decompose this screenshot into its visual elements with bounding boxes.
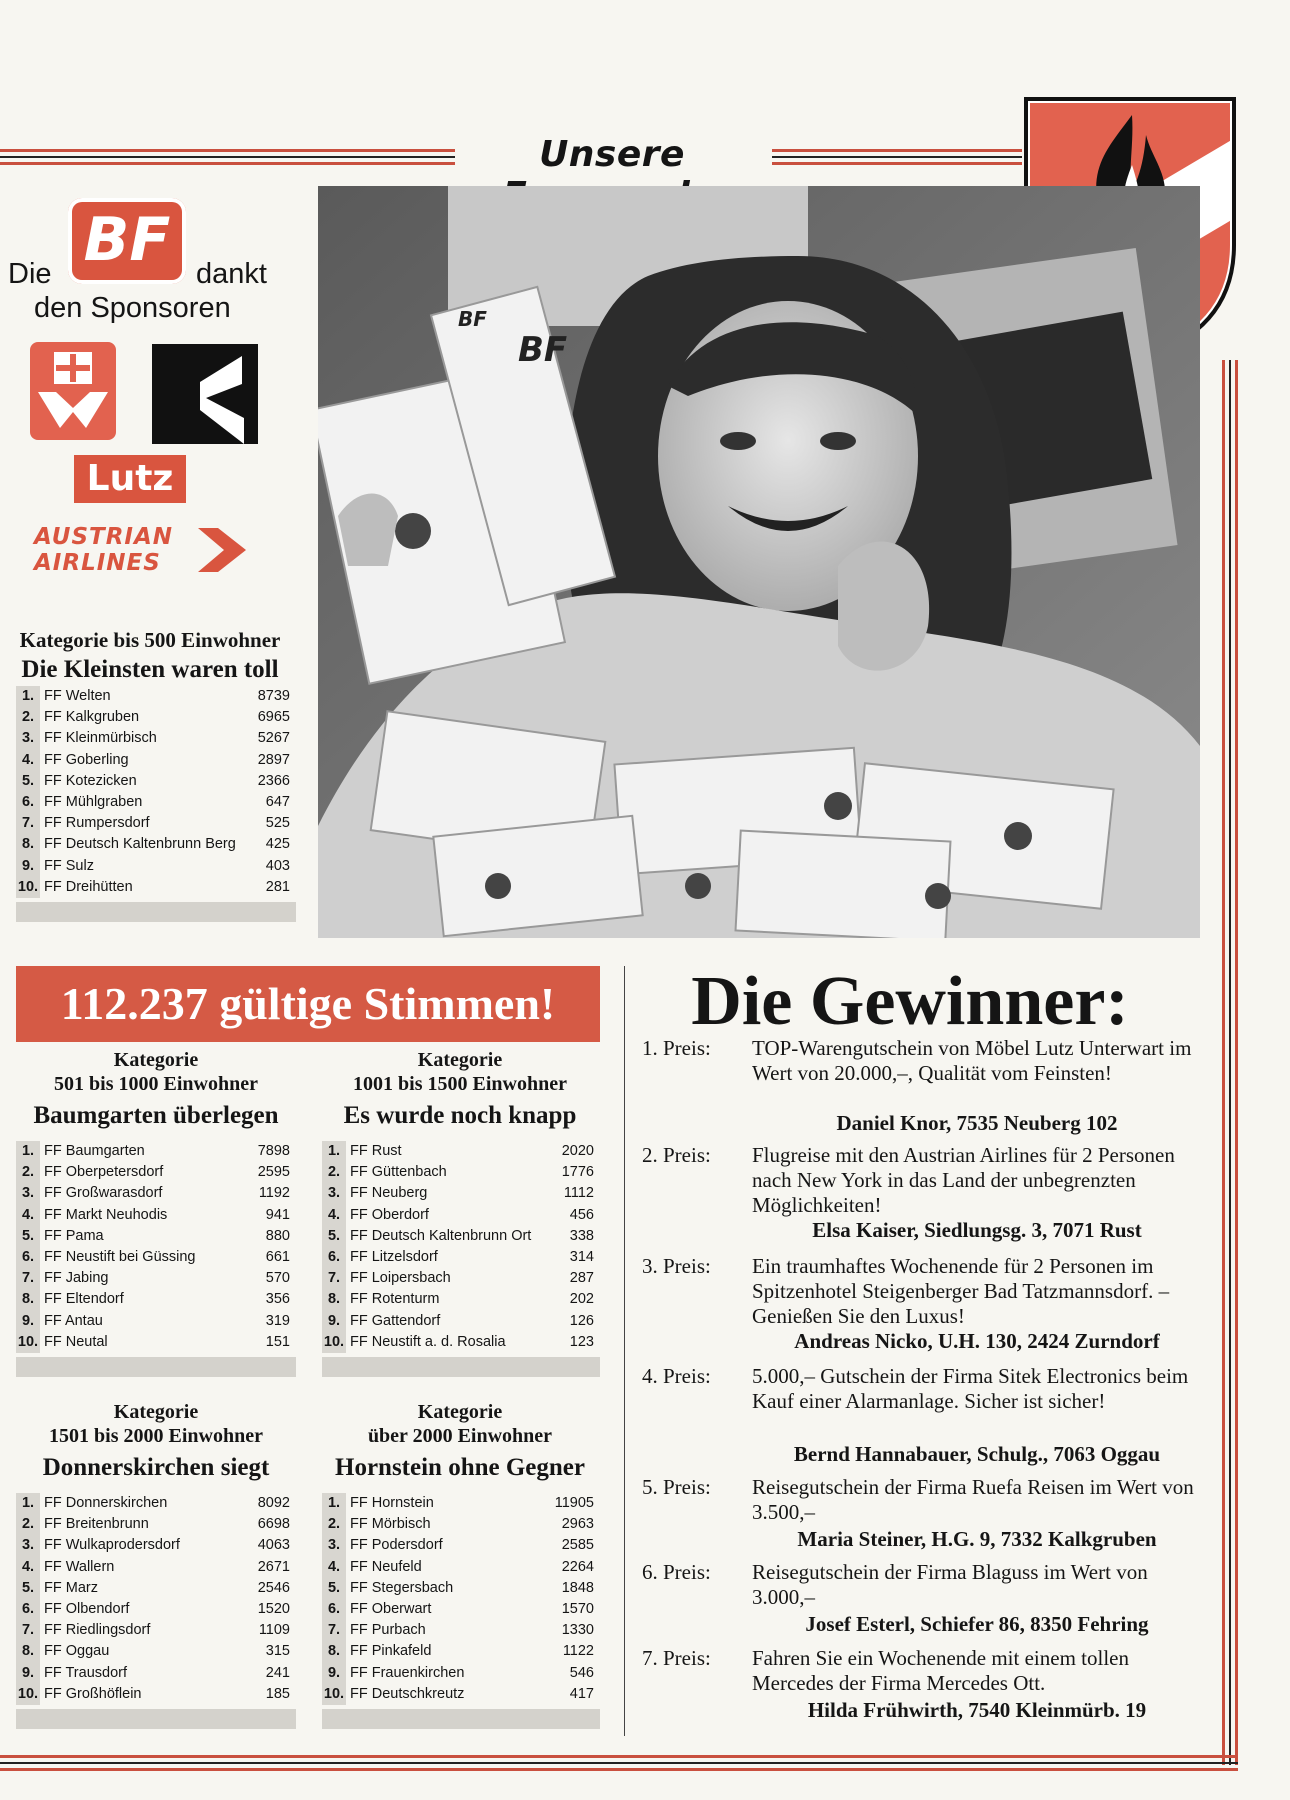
fire-brigade-name: FF Güttenbach xyxy=(350,1164,447,1181)
fire-brigade-name: FF Jabing xyxy=(44,1270,109,1287)
table-row xyxy=(16,813,296,834)
prize-1 xyxy=(642,1036,1202,1146)
fire-brigade-name: FF Neufeld xyxy=(350,1558,422,1575)
category-5-header xyxy=(316,1400,604,1484)
rank-cell: 2. xyxy=(16,1514,40,1535)
fire-brigade-name: FF Neustift a. d. Rosalia xyxy=(350,1333,506,1350)
category-3-headline: Es wurde noch knapp xyxy=(343,1102,577,1129)
fire-brigade-name: FF Oggau xyxy=(44,1643,110,1660)
category-4-label: Kategorie xyxy=(113,1401,199,1423)
rank-cell: 8. xyxy=(16,834,40,855)
fire-brigade-name: FF Kleinmürbisch xyxy=(44,730,157,747)
table-row xyxy=(16,1663,296,1684)
table-row xyxy=(322,1684,600,1705)
votes-cell: 2671 xyxy=(257,1558,290,1575)
fire-brigade-name: FF Rust xyxy=(350,1143,402,1159)
prize-2-winner: Elsa Kaiser, Siedlungsg. 3, 7071 Rust xyxy=(812,1218,1142,1242)
prize-3 xyxy=(642,1254,1202,1364)
rank-cell: 2. xyxy=(16,1162,40,1183)
rank-cell: 9. xyxy=(322,1663,346,1684)
table-row xyxy=(16,1332,296,1353)
header-rule-left-bottom xyxy=(0,162,455,165)
fire-brigade-name: FF Goberling xyxy=(44,751,129,768)
prize-6-desc: Reisegutschein der Firma Blaguss im Wert von 3.000,– xyxy=(752,1560,1148,1609)
votes-cell: 2264 xyxy=(561,1558,594,1575)
votes-cell: 403 xyxy=(265,857,290,874)
table-row xyxy=(16,707,296,728)
fire-brigade-name: FF Großhöflein xyxy=(44,1685,142,1702)
table-row xyxy=(322,1141,600,1162)
prize-5-winner: Maria Steiner, H.G. 9, 7332 Kalkgruben xyxy=(797,1527,1157,1551)
bf-logo: BF xyxy=(68,198,186,284)
table-row xyxy=(16,771,296,792)
table-row xyxy=(16,834,296,855)
rank-cell: 10. xyxy=(16,1332,40,1353)
table-row xyxy=(322,1247,600,1268)
prize-6-winner: Josef Esterl, Schiefer 86, 8350 Fehring xyxy=(805,1612,1149,1636)
frame-right-line-outer xyxy=(1235,360,1238,1765)
table-row xyxy=(322,1268,600,1289)
austrian-line2: AIRLINES xyxy=(34,550,161,576)
frame-bottom-line-dark xyxy=(0,1762,1238,1764)
prize-6 xyxy=(642,1560,1202,1650)
category-2-range: 501 bis 1000 Einwohner xyxy=(54,1073,258,1095)
table-row xyxy=(322,1514,600,1535)
rank-cell: 7. xyxy=(16,813,40,834)
rank-cell: 2. xyxy=(16,707,40,728)
austrian-arrow-icon xyxy=(198,528,246,572)
rank-cell: 8. xyxy=(16,1641,40,1662)
votes-cell: 1192 xyxy=(258,1185,290,1202)
table-row xyxy=(16,1620,296,1641)
fire-brigade-name: FF Oberwart xyxy=(350,1600,432,1617)
fire-brigade-name: FF Neutal xyxy=(44,1333,108,1350)
category-2-table xyxy=(16,1141,296,1377)
winners-title: Die Gewinner: xyxy=(691,963,1129,1040)
rank-cell: 7. xyxy=(322,1268,346,1289)
rank-cell: 10. xyxy=(16,1684,40,1705)
fire-brigade-name: FF Deutsch Kaltenbrunn Ort xyxy=(350,1227,532,1244)
votes-cell: 2020 xyxy=(561,1143,594,1159)
votes-cell: 2897 xyxy=(257,751,290,768)
fire-brigade-name: FF Antau xyxy=(44,1312,103,1329)
prize-3-label: 3. Preis: xyxy=(642,1254,711,1278)
votes-cell: 5267 xyxy=(257,730,290,747)
votes-cell: 4063 xyxy=(257,1537,290,1554)
votes-cell: 287 xyxy=(569,1270,594,1287)
fire-brigade-name: FF Wallern xyxy=(44,1558,115,1575)
votes-cell: 151 xyxy=(265,1333,290,1350)
votes-cell: 126 xyxy=(569,1312,594,1329)
fire-brigade-name: FF Pinkafeld xyxy=(350,1643,432,1660)
rank-cell: 8. xyxy=(322,1641,346,1662)
table-footer-bar xyxy=(16,902,296,922)
fire-brigade-name: FF Dreihütten xyxy=(44,878,133,895)
table-row xyxy=(16,686,296,707)
votes-cell: 2595 xyxy=(257,1164,290,1181)
rank-cell: 7. xyxy=(16,1620,40,1641)
frame-bottom-line-outer xyxy=(0,1768,1238,1771)
frame-bottom-line xyxy=(0,1755,1238,1758)
votes-cell: 6965 xyxy=(257,709,290,726)
rank-cell: 3. xyxy=(322,1535,346,1556)
category-5-table xyxy=(322,1493,600,1729)
rank-cell: 9. xyxy=(16,1311,40,1332)
rank-cell: 1. xyxy=(16,1141,40,1162)
prize-1-winner: Daniel Knor, 7535 Neuberg 102 xyxy=(836,1111,1118,1135)
rank-cell: 8. xyxy=(16,1289,40,1310)
fire-brigade-name: FF Baumgarten xyxy=(44,1143,145,1159)
votes-cell: 1570 xyxy=(561,1600,594,1617)
category-4-range: 1501 bis 2000 Einwohner xyxy=(49,1425,263,1447)
prize-3-winner: Andreas Nicko, U.H. 130, 2424 Zurndorf xyxy=(794,1329,1160,1353)
votes-cell: 202 xyxy=(569,1291,594,1308)
prize-2-desc: Flugreise mit den Austrian Airlines für 2 Personen nach New York in das Land der unbegrenzten Möglichkeiten! xyxy=(752,1143,1175,1217)
rank-cell: 5. xyxy=(16,1226,40,1247)
votes-cell: 1848 xyxy=(561,1579,594,1596)
rank-cell: 6. xyxy=(16,1247,40,1268)
fire-brigade-name: FF Kotezicken xyxy=(44,772,137,789)
category-3-range: 1001 bis 1500 Einwohner xyxy=(353,1073,567,1095)
table-row xyxy=(16,1183,296,1204)
prize-2 xyxy=(642,1143,1202,1253)
fire-brigade-name: FF Großwarasdorf xyxy=(44,1185,163,1202)
rank-cell: 9. xyxy=(16,856,40,877)
table-row xyxy=(16,792,296,813)
photo-girl-with-ballots xyxy=(318,186,1200,938)
votes-cell: 661 xyxy=(265,1248,290,1265)
austrian-line1: AUSTRIAN xyxy=(34,524,174,550)
rank-cell: 5. xyxy=(322,1578,346,1599)
rank-cell: 5. xyxy=(16,1578,40,1599)
table-footer-bar xyxy=(322,1357,600,1377)
table-row xyxy=(16,750,296,771)
votes-cell: 2366 xyxy=(257,772,290,789)
category-1-header xyxy=(10,628,290,686)
category-5-range: über 2000 Einwohner xyxy=(367,1425,553,1447)
fire-brigade-name: FF Riedlingsdorf xyxy=(44,1622,151,1639)
table-row xyxy=(16,1247,296,1268)
fire-brigade-name: FF Mühlgraben xyxy=(44,793,143,810)
rank-cell: 6. xyxy=(16,792,40,813)
table-row xyxy=(16,1641,296,1662)
fire-brigade-name: FF Welten xyxy=(44,688,111,704)
fire-brigade-name: FF Rumpersdorf xyxy=(44,815,150,832)
votes-cell: 1520 xyxy=(257,1600,290,1617)
fire-brigade-name: FF Kalkgruben xyxy=(44,709,140,726)
table-row xyxy=(16,1493,296,1514)
fire-brigade-name: FF Neuberg xyxy=(350,1185,428,1202)
prize-5 xyxy=(642,1475,1202,1565)
fire-brigade-name: FF Hornstein xyxy=(350,1495,434,1511)
fire-brigade-name: FF Trausdorf xyxy=(44,1664,127,1681)
table-row xyxy=(322,1599,600,1620)
fire-brigade-name: FF Loipersbach xyxy=(350,1270,451,1287)
fire-brigade-name: FF Deutsch Kaltenbrunn Berg xyxy=(44,836,236,853)
votes-cell: 425 xyxy=(265,836,290,853)
table-row xyxy=(16,1141,296,1162)
header-rule-right-mid xyxy=(772,156,1022,158)
table-row xyxy=(322,1641,600,1662)
votes-cell: 8739 xyxy=(257,688,290,704)
fire-brigade-name: FF Breitenbrunn xyxy=(44,1516,149,1533)
rank-cell: 3. xyxy=(16,728,40,749)
fire-brigade-name: FF Donnerskirchen xyxy=(44,1495,168,1511)
table-row xyxy=(16,856,296,877)
table-row xyxy=(16,1311,296,1332)
table-row xyxy=(16,1268,296,1289)
sponsors-die: Die xyxy=(8,258,52,290)
rank-cell: 4. xyxy=(16,750,40,771)
votes-cell: 570 xyxy=(265,1270,290,1287)
rank-cell: 10. xyxy=(322,1684,346,1705)
category-3-label: Kategorie xyxy=(417,1049,503,1071)
rank-cell: 3. xyxy=(16,1183,40,1204)
votes-cell: 11905 xyxy=(554,1495,594,1511)
prize-7-label: 7. Preis: xyxy=(642,1646,711,1670)
table-row xyxy=(322,1205,600,1226)
votes-cell: 2963 xyxy=(561,1516,594,1533)
rank-cell: 6. xyxy=(322,1247,346,1268)
fire-brigade-name: FF Oberpetersdorf xyxy=(44,1164,164,1181)
prize-4-winner: Bernd Hannabauer, Schulg., 7063 Oggau xyxy=(793,1442,1161,1466)
table-row xyxy=(322,1162,600,1183)
votes-cell: 338 xyxy=(569,1227,594,1244)
table-row xyxy=(322,1332,600,1353)
rank-cell: 5. xyxy=(322,1226,346,1247)
rank-cell: 4. xyxy=(16,1557,40,1578)
fire-brigade-name: FF Oberdorf xyxy=(350,1206,429,1223)
rank-cell: 4. xyxy=(322,1557,346,1578)
table-row xyxy=(322,1493,600,1514)
fire-brigade-name: FF Podersdorf xyxy=(350,1537,443,1554)
rank-cell: 3. xyxy=(16,1535,40,1556)
votes-cell: 941 xyxy=(265,1206,290,1223)
table-footer-bar xyxy=(16,1357,296,1377)
fire-brigade-name: FF Purbach xyxy=(350,1622,426,1639)
table-footer-bar xyxy=(16,1709,296,1729)
photo-bf-label-1: BF xyxy=(518,330,568,370)
rank-cell: 1. xyxy=(322,1141,346,1162)
votes-cell: 546 xyxy=(569,1664,594,1681)
fire-brigade-name: FF Wulkaprodersdorf xyxy=(44,1537,180,1554)
prize-4 xyxy=(642,1364,1202,1474)
rank-cell: 2. xyxy=(322,1162,346,1183)
rank-cell: 1. xyxy=(16,686,40,707)
table-row xyxy=(16,1289,296,1310)
category-1-label: Kategorie bis 500 Einwohner xyxy=(19,628,281,652)
table-row xyxy=(322,1663,600,1684)
lutz-logo: Lutz xyxy=(74,455,186,503)
table-row xyxy=(16,877,296,898)
table-row xyxy=(16,1205,296,1226)
prize-4-label: 4. Preis: xyxy=(642,1364,711,1388)
header-rule-left-mid xyxy=(0,156,455,158)
table-row xyxy=(322,1183,600,1204)
rank-cell: 4. xyxy=(16,1205,40,1226)
table-row xyxy=(16,1599,296,1620)
sponsor-k-logo-icon xyxy=(152,344,258,444)
rank-cell: 9. xyxy=(322,1311,346,1332)
table-row xyxy=(16,1557,296,1578)
votes-cell: 456 xyxy=(569,1206,594,1223)
table-row xyxy=(322,1578,600,1599)
votes-cell: 1122 xyxy=(562,1643,594,1660)
table-row xyxy=(322,1535,600,1556)
rank-cell: 4. xyxy=(322,1205,346,1226)
votes-cell: 6698 xyxy=(257,1516,290,1533)
category-2-headline: Baumgarten überlegen xyxy=(33,1102,279,1129)
votes-cell: 525 xyxy=(265,815,290,832)
table-row xyxy=(16,1684,296,1705)
photo-illustration xyxy=(318,186,1200,938)
table-row xyxy=(16,1535,296,1556)
header-rule-left-top xyxy=(0,149,455,152)
prize-3-desc: Ein traumhaftes Wochenende für 2 Personen im Spitzenhotel Steigenberger Bad Tatzmannsdorf. – Genießen Sie den Luxus! xyxy=(752,1254,1170,1328)
category-5-label: Kategorie xyxy=(417,1401,503,1423)
fire-brigade-name: FF Olbendorf xyxy=(44,1600,130,1617)
prize-5-desc: Reisegutschein der Firma Ruefa Reisen im Wert von 3.500,– xyxy=(752,1475,1194,1524)
rank-cell: 6. xyxy=(16,1599,40,1620)
sponsor-flower-logo-icon xyxy=(30,342,116,440)
votes-cell: 281 xyxy=(265,878,290,895)
category-4-header xyxy=(16,1400,296,1484)
table-footer-bar xyxy=(322,1709,600,1729)
category-3-table xyxy=(322,1141,600,1377)
rank-cell: 1. xyxy=(16,1493,40,1514)
category-3-header xyxy=(316,1048,604,1132)
column-separator xyxy=(624,966,625,1736)
rank-cell: 7. xyxy=(322,1620,346,1641)
votes-cell: 356 xyxy=(265,1291,290,1308)
rank-cell: 7. xyxy=(16,1268,40,1289)
votes-cell: 880 xyxy=(265,1227,290,1244)
prize-6-label: 6. Preis: xyxy=(642,1560,711,1584)
fire-brigade-name: FF Eltendorf xyxy=(44,1291,124,1308)
table-row xyxy=(16,728,296,749)
rank-cell: 5. xyxy=(16,771,40,792)
table-row xyxy=(322,1557,600,1578)
fire-brigade-name: FF Frauenkirchen xyxy=(350,1664,465,1681)
prize-7 xyxy=(642,1646,1202,1736)
fire-brigade-name: FF Pama xyxy=(44,1227,104,1244)
prize-1-label: 1. Preis: xyxy=(642,1036,711,1060)
category-1-headline: Die Kleinsten waren toll xyxy=(21,656,279,683)
votes-cell: 315 xyxy=(265,1643,290,1660)
fire-brigade-name: FF Gattendorf xyxy=(350,1312,441,1329)
table-row xyxy=(16,1578,296,1599)
table-row xyxy=(16,1162,296,1183)
fire-brigade-name: FF Marz xyxy=(44,1579,98,1596)
fire-brigade-name: FF Sulz xyxy=(44,857,94,874)
rank-cell: 6. xyxy=(322,1599,346,1620)
votes-cell: 1330 xyxy=(561,1622,594,1639)
prize-4-desc: 5.000,– Gutschein der Firma Sitek Electronics beim Kauf einer Alarmanlage. Sicher ist sicher! xyxy=(752,1364,1189,1413)
austrian-airlines-logo xyxy=(34,524,173,576)
table-row xyxy=(322,1620,600,1641)
votes-cell: 185 xyxy=(265,1685,290,1702)
category-5-headline: Hornstein ohne Gegner xyxy=(335,1454,585,1481)
category-1-table xyxy=(16,686,296,922)
votes-cell: 2585 xyxy=(561,1537,594,1554)
votes-cell: 1109 xyxy=(258,1622,290,1639)
rank-cell: 9. xyxy=(16,1663,40,1684)
votes-banner: 112.237 gültige Stimmen! xyxy=(16,966,600,1042)
frame-right-line xyxy=(1222,360,1225,1765)
table-row xyxy=(16,1514,296,1535)
table-row xyxy=(322,1289,600,1310)
votes-cell: 314 xyxy=(569,1248,594,1265)
votes-cell: 8092 xyxy=(257,1495,290,1511)
rank-cell: 10. xyxy=(322,1332,346,1353)
prize-5-label: 5. Preis: xyxy=(642,1475,711,1499)
table-row xyxy=(16,1226,296,1247)
sponsors-line2: den Sponsoren xyxy=(34,292,231,324)
prize-1-desc: TOP-Warengutschein von Möbel Lutz Unterwart im Wert von 20.000,–, Qualität vom Feinsten! xyxy=(752,1036,1192,1085)
fire-brigade-name: FF Rotenturm xyxy=(350,1291,440,1308)
votes-cell: 123 xyxy=(569,1333,594,1350)
frame-right-line-dark xyxy=(1229,360,1231,1765)
votes-cell: 1776 xyxy=(561,1164,594,1181)
fire-brigade-name: FF Neustift bei Güssing xyxy=(44,1248,196,1265)
table-row xyxy=(322,1311,600,1332)
rank-cell: 3. xyxy=(322,1183,346,1204)
photo-bf-label-2: BF xyxy=(458,307,487,331)
category-2-header xyxy=(16,1048,296,1132)
votes-cell: 319 xyxy=(265,1312,290,1329)
section-title: Unsere xyxy=(539,134,685,175)
votes-cell: 7898 xyxy=(257,1143,290,1159)
fire-brigade-name: FF Mörbisch xyxy=(350,1516,431,1533)
rank-cell: 8. xyxy=(322,1289,346,1310)
votes-cell: 417 xyxy=(569,1685,594,1702)
votes-cell: 241 xyxy=(265,1664,290,1681)
votes-cell: 647 xyxy=(265,793,290,810)
prize-2-label: 2. Preis: xyxy=(642,1143,711,1167)
header-rule-right-top xyxy=(772,149,1022,152)
fire-brigade-name: FF Stegersbach xyxy=(350,1579,454,1596)
fire-brigade-name: FF Litzelsdorf xyxy=(350,1248,438,1265)
rank-cell: 1. xyxy=(322,1493,346,1514)
category-4-headline: Donnerskirchen siegt xyxy=(42,1454,270,1481)
rank-cell: 2. xyxy=(322,1514,346,1535)
fire-brigade-name: FF Deutschkreutz xyxy=(350,1685,465,1702)
votes-cell: 2546 xyxy=(257,1579,290,1596)
fire-brigade-name: FF Markt Neuhodis xyxy=(44,1206,168,1223)
rank-cell: 10. xyxy=(16,877,40,898)
prize-7-winner: Hilda Frühwirth, 7540 Kleinmürb. 19 xyxy=(807,1698,1147,1722)
category-2-label: Kategorie xyxy=(113,1049,199,1071)
sponsors-dankt: dankt xyxy=(196,258,267,290)
prize-7-desc: Fahren Sie ein Wochenende mit einem tollen Mercedes der Firma Mercedes Ott. xyxy=(752,1646,1129,1695)
header-rule-right-bottom xyxy=(772,162,1022,165)
table-row xyxy=(322,1226,600,1247)
category-4-table xyxy=(16,1493,296,1729)
votes-cell: 1112 xyxy=(563,1185,594,1202)
